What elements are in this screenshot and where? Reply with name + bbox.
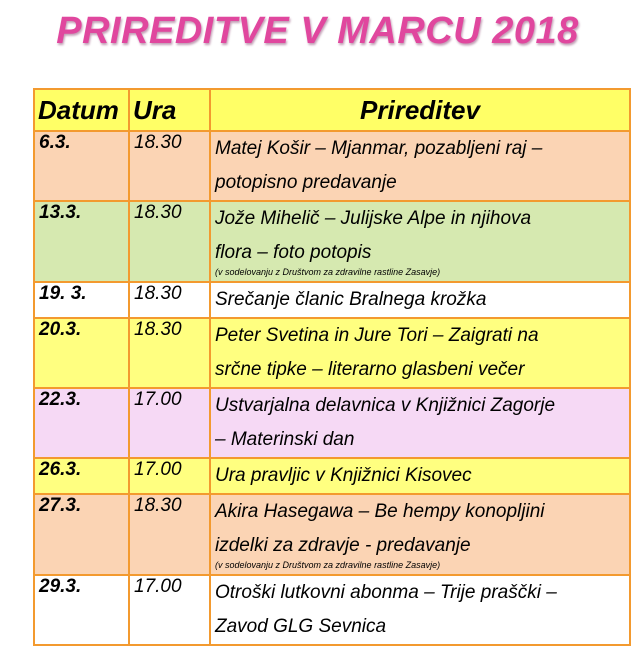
event-description [210,494,630,575]
event-note: (v sodelovanju z Društvom za zdravilne rastline Zasavje) [215,560,441,570]
event-time: 18.30 [129,282,210,318]
event-title-line: flora – foto potopis [215,242,372,263]
table-row [34,575,630,645]
event-title-line: Srečanje članic Bralnega krožka [215,289,487,310]
event-date: 13.3. [34,201,129,282]
event-date: 19. 3. [34,282,129,318]
table-row [34,201,630,282]
event-time: 18.30 [129,201,210,282]
header-time: Ura [129,89,210,131]
event-date: 26.3. [34,458,129,494]
event-date: 27.3. [34,494,129,575]
table-row [34,131,630,201]
event-description [210,388,630,458]
table-row [34,388,630,458]
event-title-line: potopisno predavanje [215,172,397,193]
event-time: 17.00 [129,388,210,458]
event-title-line: Peter Svetina in Jure Tori – Zaigrati na [215,325,539,346]
header-event: Prireditev [210,89,630,131]
event-time: 18.30 [129,318,210,388]
table-row [34,458,630,494]
events-table [33,88,631,646]
event-time: 17.00 [129,575,210,645]
event-time: 17.00 [129,458,210,494]
event-title-line: – Materinski dan [215,429,355,450]
table-row [34,282,630,318]
event-title-line: Otroški lutkovni abonma – Trije praščki – [215,582,557,603]
event-date: 22.3. [34,388,129,458]
event-title-line: Akira Hasegawa – Be hempy konopljini [215,501,545,522]
event-date: 29.3. [34,575,129,645]
event-description [210,575,630,645]
event-title-line: Ustvarjalna delavnica v Knjižnici Zagorje [215,395,556,416]
event-title-line: Ura pravljic v Knjižnici Kisovec [215,465,472,486]
header-date: Datum [34,89,129,131]
event-title-line: Matej Košir – Mjanmar, pozabljeni raj – [215,138,543,159]
page-title: PRIREDITVE V MARCU 2018 [56,10,579,52]
event-date: 20.3. [34,318,129,388]
event-description [210,458,630,494]
event-description [210,282,630,318]
event-title-line: srčne tipke – literarno glasbeni večer [215,359,525,380]
event-description [210,318,630,388]
event-description [210,131,630,201]
table-row [34,494,630,575]
event-note: (v sodelovanju z Društvom za zdravilne rastline Zasavje) [215,267,441,277]
event-date: 6.3. [34,131,129,201]
event-description [210,201,630,282]
event-title-line: Zavod GLG Sevnica [215,616,387,637]
event-title-line: Jože Mihelič – Julijske Alpe in njihova [215,208,532,229]
event-time: 18.30 [129,494,210,575]
table-row [34,318,630,388]
table-header-row [34,89,630,131]
event-title-line: izdelki za zdravje - predavanje [215,535,471,556]
event-time: 18.30 [129,131,210,201]
